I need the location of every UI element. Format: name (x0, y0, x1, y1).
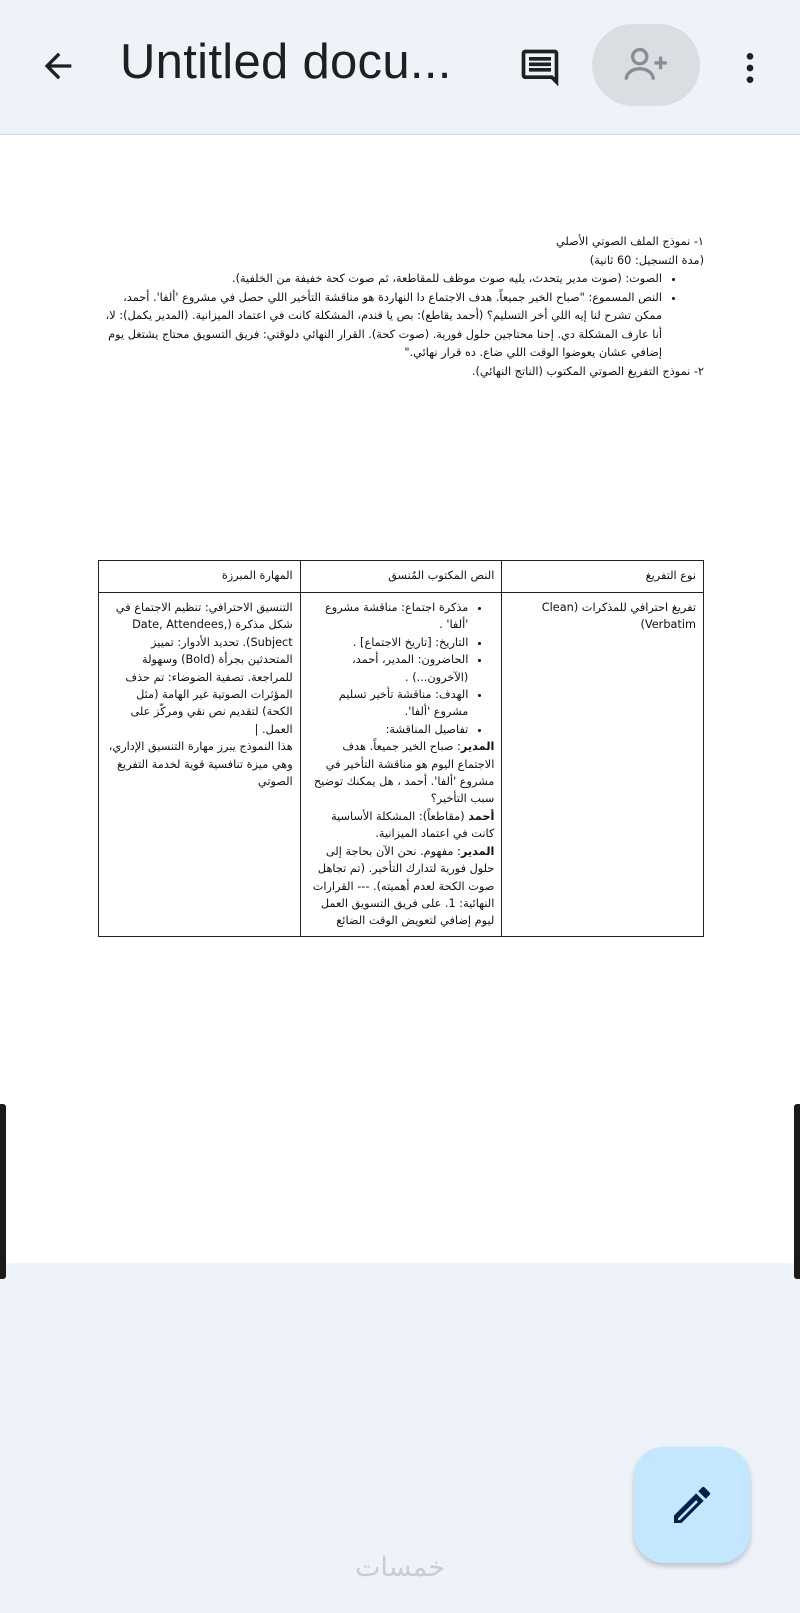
app-bar (0, 0, 800, 134)
skill-summary: هذا النموذج يبرز مهارة التنسيق الإداري، وهي ميزة تنافسية قوية لخدمة التفريغ الصوتي (108, 740, 293, 789)
heading-transcript-output: ٢- نموذج التفريغ الصوتي المكتوب (الناتج النهائي). (471, 364, 704, 378)
edit-fab-button[interactable] (634, 1447, 750, 1563)
memo-goal: • الهدف: مناقشة تأخير تسليم مشروع 'ألفا'. (308, 686, 469, 721)
document-body (98, 233, 704, 381)
dialogue-text: : مفهوم. نحن الآن بحاجة إلى حلول فورية لتدارك التأخير. (تم تجاهل صوت الكحة لعدم أهميته). --- القرارات النهائية: 1. على فريق التسويق العمل ليوم إضافي لتعويض الوقت الضائع (312, 844, 495, 928)
watermark: خمسات (354, 1552, 446, 1583)
cell-skill (99, 593, 301, 937)
comments-button[interactable] (512, 40, 568, 96)
cell-type: تفريغ احترافي للمذكرات (Clean Verbatim) (502, 593, 704, 937)
list-item-spoken-text: • النص المسموع: "صباح الخير جميعاً. هدف الاجتماع دا النهاردة هو مناقشة التأخير اللي حصل في مشروع 'ألفا'. أحمد، ممكن تشرح لنا إيه اللي أخر التسليم؟ (أحمد يقاطع): بص يا فندم، المشكلة كانت في اعتماد الميزانية. (المدير يكمل): لا، أنا عارف المشكلة دي. إحنا محتاجين حلول فورية. (صوت كحة). القرار النهائي دلوقتي: فريق التسويق محتاج يشتغل يوم إضافي عشان يعوضوا الوقت اللي ضاع. ده قرار نهائي." (98, 289, 662, 363)
add-person-icon (621, 40, 671, 90)
memo-attendees: • الحاضرون: المدير، أحمد، (الآخرون...) . (308, 651, 469, 686)
document-page[interactable] (0, 134, 800, 1263)
arrow-back-icon (38, 46, 78, 86)
document-title[interactable]: Untitled docu... (120, 35, 452, 89)
dialogue-line-2 (308, 808, 495, 843)
memo-details: • تفاصيل المناقشة: (308, 721, 469, 738)
header-formatted-text: النص المكتوب المُنسق (300, 561, 502, 593)
dialogue-text: (مقاطعاً): المشكلة الأساسية كانت في اعتماد الميزانية. (331, 809, 495, 841)
back-button[interactable] (30, 38, 86, 94)
dialogue-line-1 (308, 738, 495, 808)
header-type: نوع التفريغ (502, 561, 704, 593)
share-button[interactable] (592, 24, 700, 106)
speaker-manager: المدير (460, 844, 495, 858)
header-skill: المهارة المبرزة (99, 561, 301, 593)
skill-description: التنسيق الاحترافي: تنظيم الاجتماع في شكل مذكرة (Date, Attendees, Subject). تحديد الأدوار: تمييز المتحدثين بجرأة (Bold) وسهولة للمراجعة. تصفية الضوضاء: تم حذف المؤثرات الصوتية غير الهامة (مثل الكحة) لتقديم نص نقي ومركّز على العمل. | (115, 601, 293, 736)
speaker-manager: المدير (460, 740, 495, 754)
recording-duration: (مدة التسجيل: 60 ثانية) (589, 253, 704, 267)
heading-original-audio: ١- نموذج الملف الصوتي الأصلي (555, 235, 704, 248)
right-scroll-edge (794, 1104, 800, 1279)
left-scroll-edge (0, 1104, 6, 1279)
dialogue-line-3 (308, 843, 495, 930)
more-vert-icon (730, 48, 770, 88)
list-item-sound: • الصوت: (صوت مدير يتحدث، يليه صوت موظف للمقاطعة، ثم صوت كحة خفيفة من الخلفية). (98, 270, 662, 289)
comment-icon (518, 46, 562, 90)
memo-title: • مذكرة اجتماع: مناقشة مشروع 'ألفا' . (308, 599, 469, 634)
more-options-button[interactable] (724, 40, 776, 96)
speaker-ahmed: أحمد (468, 809, 495, 823)
table-row (99, 593, 704, 937)
memo-date: • التاريخ: [تاريخ الاجتماع] . (308, 634, 469, 651)
audio-details-list (98, 270, 704, 363)
cell-formatted-text (300, 593, 502, 937)
edit-pencil-icon (668, 1481, 716, 1529)
memo-list (308, 599, 495, 738)
table-header-row (99, 561, 704, 593)
transcription-table (98, 560, 704, 937)
dialogue-text: : صباح الخير جميعاً. هدف الاجتماع اليوم هو مناقشة التأخير في مشروع 'ألفا'. أحمد ، هل يمكنك توضيح سبب التأخير؟ (313, 740, 495, 806)
